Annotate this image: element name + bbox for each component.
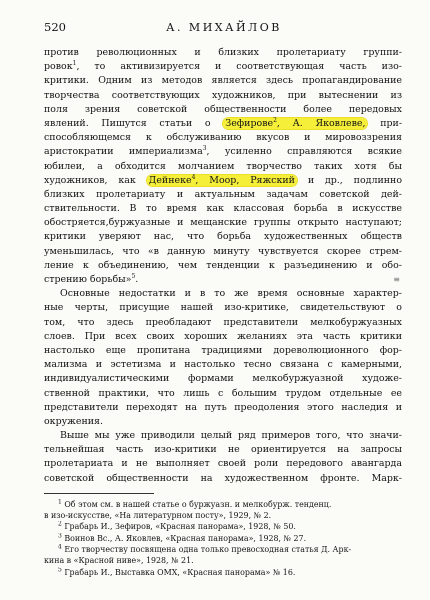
text-line: творчества соответствующих художников, при вытеснении из [44,89,402,101]
text-line: тельнейшая часть изо-критики не ориентируется на запросы [44,444,402,456]
margin-mark: ≡ [393,275,400,284]
text-line: способляющемся к обслуживанию вкусов и мировоззрения [44,132,402,144]
text-line: поля зрения советской общественности более передовых [44,103,402,115]
text-line: слоев. При всех своих хороших желаниях эта часть критики [44,330,402,342]
body-text [44,46,402,486]
footnote-1: $^1$ Об этом см. в нашей статье о буржуазн. и мелкобурж. тенденц. [58,498,332,509]
footnote-ref[interactable]: 4 [191,173,196,181]
text-line: критики уверяют нас, что борьба художественных обществ [44,231,402,243]
text-line: советской общественности на художественном фронте. Марк- [44,472,402,484]
text-line: мализма и эстетизма и настолько тесно связана с камерными, [44,359,402,371]
text-line: Основные недостатки и в то же время основные характер- [60,288,402,300]
text-line: настолько еще пропитана традициями дореволюционного фор- [44,344,402,356]
footnote-3: $^3$ Воинов Вс., А. Яковлев, «Красная панорама», 1928, № 27. [58,532,307,543]
text-line: стрению борьбы»$^5$. ≡ [44,273,402,287]
text-line: том, что здесь преобладают представители мелкобуржуазных [44,316,402,328]
text-line: ствительности. В то время как классовая борьба в искусстве [44,203,402,215]
page-number: 520 [44,20,66,34]
text-line: уменьшилась, что «в данную минуту чувствуется скорее стрем- [44,245,402,257]
footnote-ref[interactable]: 3 [202,145,207,153]
footnote-1-cont: в изо-искусстве, «На литературном посту», 1929, № 2. [44,511,272,521]
footnote-divider [44,493,154,494]
text-line: явлений. Пишутся статьи о Зефирове$^2$, А. Яковлеве, при- [44,116,402,129]
text-line: ление к объединению, чем тенденции к разъединению и обо- [44,259,402,271]
text-line: художников, как Дейнеке$^4$, Моор, Ряжский и др., подлинно [44,173,402,186]
text-line: индивидуалистическими формами мелкобуржуазной художе- [44,373,402,385]
footnote-5: $^5$ Грабарь И., Выставка ОМХ, «Красная панорама» № 16. [58,566,296,577]
highlight-zefirov-yakovlev: Зефирове$^2$, А. Яковлеве, [225,116,366,129]
text-line: обостряется,буржуазные и мещанские группы открыто наступают; [44,217,402,229]
page-header [44,20,402,38]
document-page [44,20,402,592]
text-line: критики. Одним из методов является здесь пропагандирование [44,75,402,87]
footnote-ref[interactable]: 1 [72,60,77,68]
highlight-deineka-moor: Дейнеке$^4$, Моор, Ряжский [148,173,295,186]
text-line: ственной практики, что лишь с большим трудом отдельные ее [44,387,402,399]
text-line: ные черты, присущие нашей изо-критике, свидетельствуют о [44,302,402,314]
footnote-2: $^2$ Грабарь И., Зефиров, «Красная панорама», 1928, № 50. [58,521,296,532]
text-line: близких пролетариату и актуальным задачам советской дей- [44,188,402,200]
text-line: пролетариата и не выполняет своей роли передового авангарда [44,458,402,470]
text-line: юбилеи, а обходится молчанием творчество таких хотя бы [44,160,402,172]
text-line: Выше мы уже приводили целый ряд примеров того, что значи- [60,430,402,442]
footnote-4-cont: кина в «Красной ниве», 1928, № 21. [44,556,194,566]
footnotes [44,499,402,578]
footnote-4: $^4$ Его творчеству посвящена одна только превосходная статья Д. Арк- [58,544,352,554]
footnote-ref[interactable]: 2 [273,116,277,124]
text-line: окружения. [44,415,103,427]
text-line: представители переходят на путь преодоления этого наследия и [44,401,402,413]
text-line: ровок$^1$, то активизируется и соответствующая часть изо- [44,60,402,73]
footnote-ref[interactable]: 5 [131,273,136,280]
text-line: против революционных и близких пролетариату группи- [44,47,402,58]
text-line: аристократии империализма$^3$, усиленно справляются всякие [44,145,402,158]
running-title: А. МИХАЙЛОВ [166,21,282,34]
